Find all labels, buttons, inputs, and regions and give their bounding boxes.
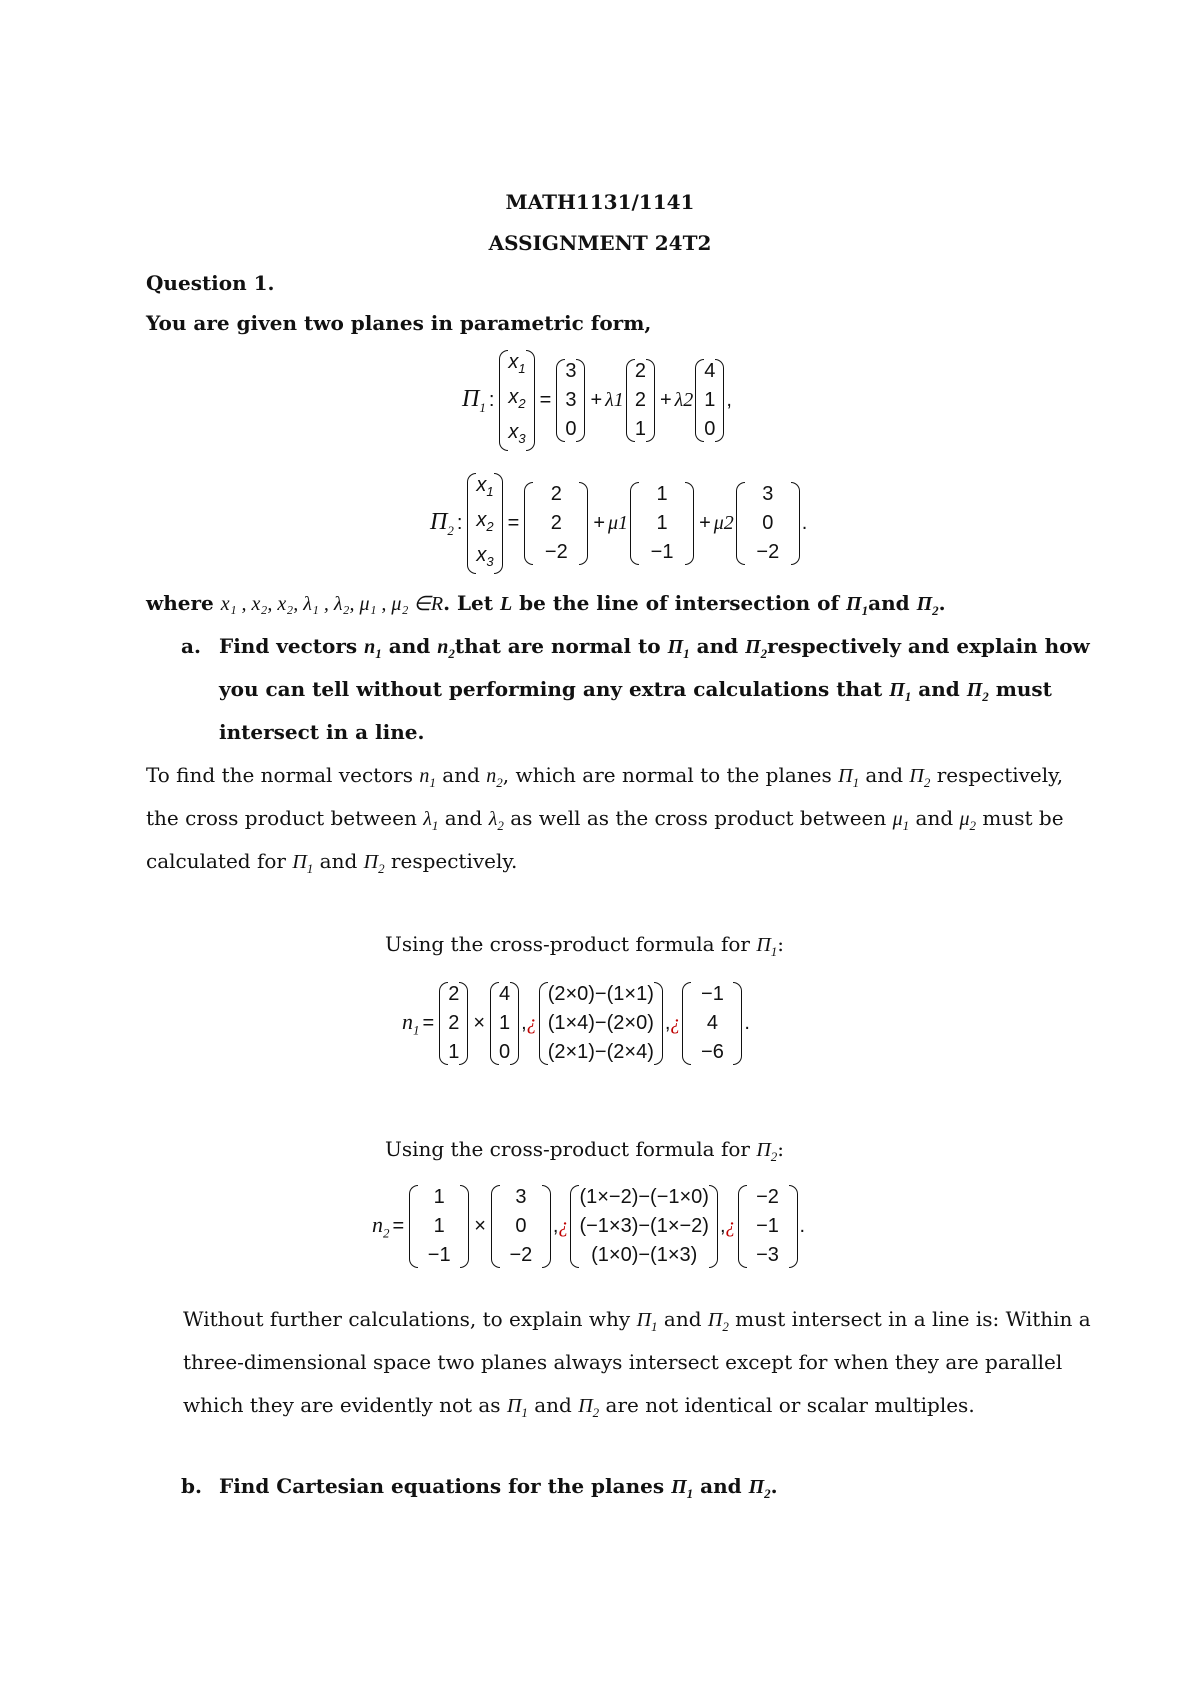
cross1-caption: Using the cross-product formula for $\Pi_1$: xyxy=(385,932,785,959)
explain-line1: Without further calculations, to explain why $\Pi_1$ and $\Pi_2$ must intersect in a line is: Within a xyxy=(183,1307,1091,1334)
plane2-end: . xyxy=(801,512,808,534)
plane1-param2: λ2 xyxy=(674,389,694,411)
assignment-title: ASSIGNMENT 24T2 xyxy=(488,231,712,255)
plane2-param1: μ1 xyxy=(608,512,629,534)
plane1-vars: $x_1$ $x_2$ $x_3$ xyxy=(499,348,534,453)
cross2-u: 1 1 −1 xyxy=(409,1183,469,1270)
cross1-glyph-a: ¿ xyxy=(526,1012,537,1034)
cross2-expand: (1×−2)−(−1×0) (−1×3)−(1×−2) (1×0)−(1×3) xyxy=(570,1183,718,1270)
cross2-result: −2 −1 −3 xyxy=(738,1183,798,1270)
plane1-equation: $\Pi_1$ : $x_1$ $x_2$ $x_3$ = 3 3 0 + λ1 2 2 1 + λ2 4 1 0 , xyxy=(462,348,732,453)
cross2-caption: Using the cross-product formula for $\Pi_2$: xyxy=(385,1137,785,1164)
question-title: Question 1. xyxy=(146,271,275,295)
cross2-v: 3 0 −2 xyxy=(491,1183,551,1270)
part-a-line2: you can tell without performing any extra calculations that $\Pi_1$ and $\Pi_2$ must xyxy=(219,677,1052,704)
where-line: where x₁ , x₂, x₂, λ₁ , λ₂, μ₁ , μ₂ ∈R. Let L be the line of intersection of $\Pi_1and$ $\Pi_2$. xyxy=(146,591,946,618)
plane2-param2: μ2 xyxy=(713,512,734,534)
answer-line2: the cross product between $\lambda_1$ and $\lambda_2$ as well as the cross product between $\mu_1$ and $\mu_2$ must be xyxy=(146,806,1064,833)
part-a-line1: Find vectors $n_1$ and $n_2that$ are normal to $\Pi_1$ and $\Pi_2respectively$ and explain how xyxy=(219,634,1090,661)
cross1-u: 2 2 1 xyxy=(439,980,468,1067)
part-b-marker: b. xyxy=(181,1474,202,1498)
cross1-result: −1 4 −6 xyxy=(682,980,742,1067)
course-title: MATH1131/1141 xyxy=(505,190,695,214)
plane2-dir2: 3 0 −2 xyxy=(736,480,800,567)
part-a-marker: a. xyxy=(181,634,201,658)
answer-line1: To find the normal vectors $n_1$ and $n_2$, which are normal to the planes $\Pi_1$ and $\Pi_2$ respectively, xyxy=(146,763,1064,790)
plane1-param1: λ1 xyxy=(605,389,624,411)
cross1-v: 4 1 0 xyxy=(490,980,519,1067)
answer-line3: calculated for $\Pi_1$ and $\Pi_2$ respectively. xyxy=(146,849,518,876)
question-intro: You are given two planes in parametric form, xyxy=(146,311,652,335)
plane2-label: $\Pi_2$ xyxy=(430,508,454,538)
explain-line3: which they are evidently not as $\Pi_1$ and $\Pi_2$ are not identical or scalar multiples. xyxy=(183,1393,975,1420)
plane1-label: $\Pi_1$ xyxy=(462,385,486,415)
plane1-point: 3 3 0 xyxy=(556,357,585,444)
cross1-equation: $n_1$ = 2 2 1 × 4 1 0 , ¿ (2×0)−(1×1) (1×4)−(2×0) (2×1)−(2×4) , ¿ −1 4 −6 . xyxy=(402,980,750,1067)
cross2-equation: $n_2$ = 1 1 −1 × 3 0 −2 , ¿ (1×−2)−(−1×0) (−1×3)−(1×−2) (1×0)−(1×3) , ¿ −2 −1 −3 . xyxy=(372,1183,805,1270)
plane2-vars: $x_1$ $x_2$ $x_3$ xyxy=(467,471,502,576)
cross1-glyph-b: ¿ xyxy=(670,1012,681,1034)
plane1-dir2: 4 1 0 xyxy=(695,357,724,444)
plane1-end: , xyxy=(726,389,732,411)
plane2-equation: $\Pi_2$ : $x_1$ $x_2$ $x_3$ = 2 2 −2 + μ1 1 1 −1 + μ2 3 0 −2 . xyxy=(430,471,807,576)
part-b-text: Find Cartesian equations for the planes $\Pi_1$ and $\Pi_2$. xyxy=(219,1474,778,1501)
explain-line2: three-dimensional space two planes always intersect except for when they are parallel xyxy=(183,1350,1063,1374)
cross1-expand: (2×0)−(1×1) (1×4)−(2×0) (2×1)−(2×4) xyxy=(539,980,663,1067)
plane2-dir1: 1 1 −1 xyxy=(630,480,694,567)
part-a-line3: intersect in a line. xyxy=(219,720,425,744)
plane2-point: 2 2 −2 xyxy=(524,480,588,567)
cross2-glyph-a: ¿ xyxy=(558,1215,569,1237)
plane1-dir1: 2 2 1 xyxy=(626,357,655,444)
cross2-glyph-b: ¿ xyxy=(725,1215,736,1237)
